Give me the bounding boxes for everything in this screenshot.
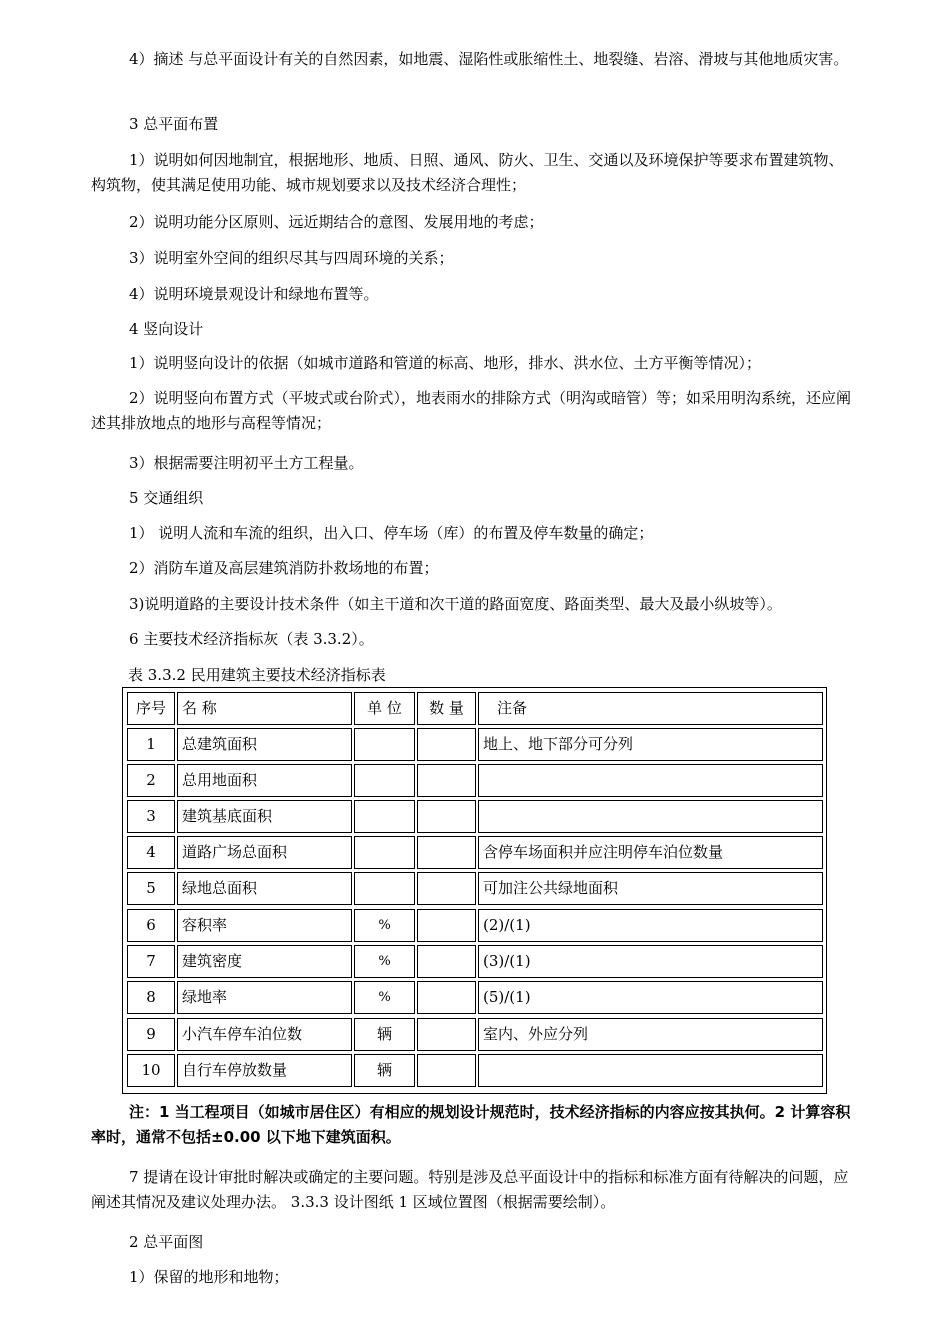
table-caption: 表 3.3.2 民用建筑主要技术经济指标表	[128, 666, 386, 684]
heading-site-layout: 3 总平面布置	[129, 115, 219, 133]
table-cell-no: 3	[127, 800, 175, 833]
table-cell-unit	[354, 728, 415, 761]
heading-indicators: 6 主要技术经济指标灰（表 3.3.2）。	[129, 630, 374, 648]
table-cell-quantity	[417, 909, 476, 942]
table-cell-unit	[354, 836, 415, 869]
paragraph-layout-1: 1）说明如何因地制宜，根据地形、地质、日照、通风、防火、卫生、交通以及环境保护等要求布置建筑物、构筑物，使其满足使用功能、城市规划要求以及技术经济合理性；	[91, 151, 844, 194]
table-header-no: 序号	[127, 692, 175, 725]
paragraph-vertical-2: 2）说明竖向布置方式（平坡式或台阶式），地表雨水的排除方式（明沟或暗管）等；如采用明沟系统，还应阐述其排放地点的地形与高程等情况；	[91, 389, 852, 432]
table-cell-no: 9	[127, 1018, 175, 1051]
table-header-name: 名 称	[177, 692, 352, 725]
heading-traffic: 5 交通组织	[129, 489, 204, 507]
table-cell-name: 总用地面积	[177, 764, 352, 797]
table-cell-name: 自行车停放数量	[177, 1054, 352, 1087]
table-cell-unit: %	[354, 945, 415, 978]
table-cell-name: 容积率	[177, 909, 352, 942]
paragraph-approval-issues: 7 提请在设计审批时解决或确定的主要问题。特别是涉及总平面设计中的指标和标准方面有待解决的问题，应阐述其情况及建议处理办法。 3.3.3 设计图纸 1 区域位置图（根据需要绘制）。	[91, 1168, 849, 1211]
table-cell-no: 6	[127, 909, 175, 942]
table-cell-quantity	[417, 728, 476, 761]
heading-site-plan: 2 总平面图	[129, 1233, 204, 1251]
table-cell-no: 7	[127, 945, 175, 978]
table-cell-no: 2	[127, 764, 175, 797]
table-cell-name: 建筑基底面积	[177, 800, 352, 833]
table-header-quantity: 数 量	[417, 692, 476, 725]
table-cell-remark	[478, 800, 823, 833]
table-cell-remark	[478, 764, 823, 797]
table-cell-remark: 室内、外应分列	[478, 1018, 823, 1051]
table-cell-quantity	[417, 764, 476, 797]
table-cell-no: 5	[127, 872, 175, 905]
table-note: 注：1 当工程项目（如城市居住区）有相应的规划设计规范时，技术经济指标的内容应按其执何。2 计算容积率时，通常不包括±0.00 以下地下建筑面积。	[91, 1103, 851, 1146]
table-cell-name: 绿地率	[177, 981, 352, 1014]
table-cell-quantity	[417, 981, 476, 1014]
table-cell-unit: %	[354, 909, 415, 942]
paragraph-natural-factors: 4）摘述 与总平面设计有关的自然因素，如地震、湿陷性或胀缩性土、地裂缝、岩溶、滑坡与其他地质灾害。	[129, 50, 849, 68]
paragraph-layout-2: 2）说明功能分区原则、远近期结合的意图、发展用地的考虑；	[129, 213, 544, 231]
table-cell-quantity	[417, 800, 476, 833]
table-cell-unit	[354, 764, 415, 797]
table-cell-no: 10	[127, 1054, 175, 1087]
table-cell-quantity	[417, 836, 476, 869]
table-cell-remark	[478, 1054, 823, 1087]
table-cell-remark: (2)/(1)	[478, 909, 823, 942]
table-cell-no: 4	[127, 836, 175, 869]
table-cell-unit: %	[354, 981, 415, 1014]
table-cell-remark: 含停车场面积并应注明停车泊位数量	[478, 836, 823, 869]
table-cell-name: 绿地总面积	[177, 872, 352, 905]
table-cell-quantity	[417, 1018, 476, 1051]
table-cell-no: 1	[127, 728, 175, 761]
table-cell-quantity	[417, 872, 476, 905]
paragraph-traffic-3: 3)说明道路的主要设计技术条件（如主干道和次干道的路面宽度、路面类型、最大及最小纵坡等）。	[129, 595, 782, 613]
paragraph-layout-3: 3）说明室外空间的组织尽其与四周环境的关系；	[129, 249, 454, 267]
indicator-table	[122, 687, 827, 1094]
table-cell-name: 小汽车停车泊位数	[177, 1018, 352, 1051]
table-cell-name: 建筑密度	[177, 945, 352, 978]
table-cell-no: 8	[127, 981, 175, 1014]
table-cell-unit	[354, 872, 415, 905]
paragraph-site-plan-1: 1）保留的地形和地物；	[129, 1268, 289, 1286]
paragraph-vertical-1: 1）说明竖向设计的依据（如城市道路和管道的标高、地形，排水、洪水位、土方平衡等情况）；	[129, 354, 762, 372]
paragraph-layout-4: 4）说明环境景观设计和绿地布置等。	[129, 285, 379, 303]
table-cell-remark: (3)/(1)	[478, 945, 823, 978]
paragraph-vertical-3: 3）根据需要注明初平土方工程量。	[129, 454, 364, 472]
table-cell-unit: 辆	[354, 1054, 415, 1087]
table-header-unit: 单 位	[354, 692, 415, 725]
paragraph-traffic-2: 2）消防车道及高层建筑消防扑救场地的布置；	[129, 559, 439, 577]
paragraph-traffic-1: 1） 说明人流和车流的组织，出入口、停车场（库）的布置及停车数量的确定；	[129, 524, 654, 542]
table-cell-unit	[354, 800, 415, 833]
table-cell-unit: 辆	[354, 1018, 415, 1051]
heading-vertical-design: 4 竖向设计	[129, 320, 204, 338]
table-cell-name: 总建筑面积	[177, 728, 352, 761]
table-cell-name: 道路广场总面积	[177, 836, 352, 869]
table-cell-quantity	[417, 1054, 476, 1087]
table-cell-remark: (5)/(1)	[478, 981, 823, 1014]
table-header-remark: 注备	[478, 692, 823, 725]
table-cell-quantity	[417, 945, 476, 978]
table-cell-remark: 可加注公共绿地面积	[478, 872, 823, 905]
table-cell-remark: 地上、地下部分可分列	[478, 728, 823, 761]
